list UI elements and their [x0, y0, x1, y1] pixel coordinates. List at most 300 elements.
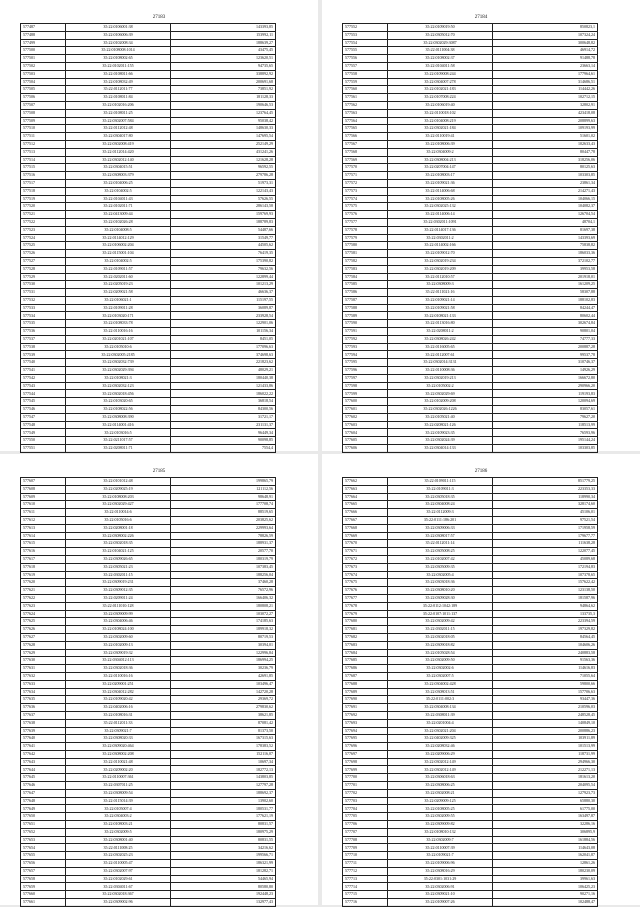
cadastral-number-cell: 35:22:0113016:80 [388, 320, 493, 328]
cadastral-number-cell: 35:22:0302025:23 [66, 852, 171, 860]
table-row [343, 390, 598, 398]
cadastral-number-cell: 35:22:0302012:149 [388, 766, 493, 774]
cadastral-number-cell: 35:22:0302009:50 [388, 657, 493, 665]
row-id-cell: 577577 [343, 218, 388, 226]
row-id-cell: 577561 [343, 94, 388, 102]
cadastral-number-cell: 35:22:0302029:3087 [388, 39, 493, 47]
cadastral-number-cell: 35:22:0109011:28 [66, 304, 171, 312]
value-cell: 180319,79 [171, 555, 276, 563]
row-id-cell: 577668 [343, 524, 388, 532]
table-row [21, 413, 276, 421]
value-cell: 78826,59 [171, 532, 276, 540]
row-id-cell: 577503 [21, 70, 66, 78]
table-row [343, 62, 598, 70]
table-row [343, 626, 598, 634]
cadastral-number-cell: 35:22:0114017:136 [388, 226, 493, 234]
cadastral-number-cell: 35:22:0305021:23 [66, 563, 171, 571]
page-number: 27184 [474, 15, 488, 20]
table-row [21, 641, 276, 649]
row-id-cell: 577678 [343, 602, 388, 610]
value-cell: 118513,99 [493, 421, 598, 429]
row-id-cell: 577582 [343, 257, 388, 265]
table-row [21, 750, 276, 758]
row-id-cell: 577708 [343, 836, 388, 844]
row-id-cell: 577618 [21, 563, 66, 571]
row-id-cell: 577631 [21, 665, 66, 673]
value-cell: 192448,23 [171, 891, 276, 899]
cadastral-number-cell: 35:22:0109011:57 [66, 265, 171, 273]
cadastral-number-cell: 35:22:0111:002:3 [388, 696, 493, 704]
row-id-cell: 577695 [343, 735, 388, 743]
row-id-cell: 577552 [343, 24, 388, 32]
value-cell: 54487,66 [171, 226, 276, 234]
cadastral-number-cell: 35:22:0110007:361 [66, 774, 171, 782]
value-cell: 79632,56 [171, 265, 276, 273]
table-row [21, 672, 276, 680]
cadastral-number-cell: 35:22:0302032:739 [66, 359, 171, 367]
cadastral-number-cell: 35:22:0108008:203 [66, 493, 171, 501]
cadastral-number-cell: 35:22:0105007:4 [66, 805, 171, 813]
value-cell: 109193,99 [493, 125, 598, 133]
table-row [343, 94, 598, 102]
cadastral-number-cell: 35:22:0303018:36 [388, 579, 493, 587]
cadastral-number-cell: 35:22:0116005:65 [388, 343, 493, 351]
table-row [343, 501, 598, 509]
value-cell: 48029,21 [171, 367, 276, 375]
row-id-cell: 577647 [21, 789, 66, 797]
table-row [343, 485, 598, 493]
table-row [343, 657, 598, 665]
value-cell: 231131,37 [171, 421, 276, 429]
row-id-cell: 577626 [21, 626, 66, 634]
table-row [21, 179, 276, 187]
row-id-cell: 577606 [343, 445, 388, 453]
cadastral-number-cell: 35:22:0110014:6 [66, 509, 171, 517]
table-row [343, 587, 598, 595]
row-id-cell: 577560 [343, 86, 388, 94]
table-row [21, 782, 276, 790]
table-row [343, 250, 598, 258]
cadastral-number-cell: 35:22:0105016:6 [66, 516, 171, 524]
row-id-cell: 577696 [343, 743, 388, 751]
page-number: 27183 [152, 15, 166, 20]
table-row [343, 328, 598, 336]
row-id-cell: 577594 [343, 351, 388, 359]
value-cell: 152116,07 [171, 750, 276, 758]
row-id-cell: 577653 [21, 836, 66, 844]
value-cell: 84564,45 [493, 633, 598, 641]
value-cell: 102633,43 [493, 140, 598, 148]
value-cell: 423418,08 [493, 109, 598, 117]
value-cell: 121433,86 [171, 382, 276, 390]
row-id-cell: 577640 [21, 735, 66, 743]
table-row [21, 821, 276, 829]
table-row [21, 445, 276, 453]
cadastral-number-cell: 35:22:0302021:204 [388, 727, 493, 735]
table-row [343, 602, 598, 610]
table-row [21, 516, 276, 524]
value-cell: 101156,34 [171, 328, 276, 336]
cadastral-number-cell: 35:22:0105002:2 [388, 382, 493, 390]
row-id-cell: 577501 [21, 55, 66, 63]
row-id-cell: 577547 [21, 413, 66, 421]
cadastral-number-cell: 35:22:0108002:37 [388, 55, 493, 63]
table-row [343, 571, 598, 579]
row-id-cell: 577584 [343, 273, 388, 281]
table-row [21, 727, 276, 735]
row-id-cell: 577687 [343, 672, 388, 680]
cadastral-number-cell: 35:22:0304017:80 [66, 133, 171, 141]
table-row [21, 273, 276, 281]
table-row [21, 101, 276, 109]
row-id-cell: 577565 [343, 125, 388, 133]
row-id-cell: 577677 [343, 594, 388, 602]
cadastral-number-cell: 35:22:0111:186:201 [388, 516, 493, 524]
value-cell: 122143,43 [171, 187, 276, 195]
row-id-cell: 577571 [343, 172, 388, 180]
table-row [343, 406, 598, 414]
value-cell: 121628,28 [171, 156, 276, 164]
value-cell: 142720,28 [171, 688, 276, 696]
row-id-cell: 577541 [21, 367, 66, 375]
value-cell: 76572,96 [171, 587, 276, 595]
cadastral-number-cell: 35:22:0108003:17 [388, 172, 493, 180]
cadastral-number-cell: 35:22:0302008:419 [66, 140, 171, 148]
table-row [343, 31, 598, 39]
table-row [343, 649, 598, 657]
value-cell: 127923,73 [493, 789, 598, 797]
cadastral-number-cell: 35:22:0302012:140 [66, 156, 171, 164]
table-row [343, 610, 598, 618]
value-cell: 106425,23 [493, 883, 598, 891]
table-row [21, 390, 276, 398]
table-row [343, 78, 598, 86]
cadastral-number-cell: 35:22:0209006:29 [388, 750, 493, 758]
row-id-cell: 577566 [343, 133, 388, 141]
value-cell: 431241,26 [171, 148, 276, 156]
cadastral-number-cell: 35:22:0101012:48 [66, 478, 171, 486]
cadastral-number-cell: 35:22:0309018:82 [388, 641, 493, 649]
row-id-cell: 577520 [21, 203, 66, 211]
cadastral-number-cell: 35:22:0302011:1091 [388, 218, 493, 226]
table-row [21, 555, 276, 563]
row-id-cell: 577700 [343, 774, 388, 782]
table-row [343, 766, 598, 774]
cadastral-number-cell: 35:22:0304007:278 [388, 78, 493, 86]
table-row [343, 579, 598, 587]
table-row [21, 242, 276, 250]
cadastral-number-cell: 35:22:0304015:51 [66, 164, 171, 172]
cadastral-number-cell: 35:22:0302029:69 [388, 390, 493, 398]
cadastral-number-cell: 35:22:0302006:91 [388, 883, 493, 891]
table-row [21, 524, 276, 532]
row-id-cell: 577607 [21, 478, 66, 486]
row-id-cell: 577633 [21, 680, 66, 688]
table-row [21, 719, 276, 727]
cadastral-number-cell: 35:22:0301:1031:29 [388, 875, 493, 883]
table-row [21, 140, 276, 148]
cadastral-number-cell: 35:22:0302012:149 [388, 758, 493, 766]
table-row [343, 555, 598, 563]
value-cell: 80719,53 [171, 633, 276, 641]
value-cell: 95038,42 [171, 117, 276, 125]
cadastral-number-cell: 35:22:0302009:42 [388, 618, 493, 626]
row-id-cell: 577644 [21, 766, 66, 774]
cadastral-number-cell: 35:22:0104008:5 [66, 226, 171, 234]
table-row [21, 485, 276, 493]
cadastral-number-cell: 35:22:0109012:70 [388, 250, 493, 258]
row-id-cell: 577654 [21, 844, 66, 852]
value-cell: 43475,45 [171, 47, 276, 55]
value-cell: 84244,47 [493, 304, 598, 312]
table-row [21, 626, 276, 634]
cadastral-number-cell: 35:22:0208001:18 [66, 524, 171, 532]
cadastral-number-cell: 35:22:0302018:367 [66, 891, 171, 899]
table-row [343, 696, 598, 704]
value-cell: 59800,66 [493, 680, 598, 688]
cadastral-number-cell: 35:22:0102026:28 [66, 218, 171, 226]
value-cell: 114616,83 [493, 665, 598, 673]
row-id-cell: 577671 [343, 548, 388, 556]
value-cell: 148630,33 [171, 125, 276, 133]
value-cell: 214271,43 [493, 187, 598, 195]
cadastral-table [342, 477, 598, 907]
table-row [21, 836, 276, 844]
table-row [21, 195, 276, 203]
table-row [21, 47, 276, 55]
value-cell: 310746,37 [493, 359, 598, 367]
table-row [21, 320, 276, 328]
value-cell: 123620,51 [171, 55, 276, 63]
cadastral-number-cell: 35:22:0208011:71 [66, 445, 171, 453]
row-id-cell: 577637 [21, 711, 66, 719]
table-row [343, 242, 598, 250]
cadastral-number-cell: 35:22:0302019:213 [388, 374, 493, 382]
table-row [21, 335, 276, 343]
value-cell: 88519,65 [171, 509, 276, 517]
row-id-cell: 577548 [21, 421, 66, 429]
cadastral-number-cell: 35:22:0111004:38 [388, 47, 493, 55]
table-row [21, 875, 276, 883]
table-row [343, 750, 598, 758]
cadastral-number-cell: 35:22:0413009:44 [66, 211, 171, 219]
value-cell: 20577,70 [171, 548, 276, 556]
table-row [343, 437, 598, 445]
table-row [21, 633, 276, 641]
cadastral-number-cell: 35:22:0302025:132 [388, 203, 493, 211]
value-cell: 279830,62 [171, 704, 276, 712]
table-row [343, 320, 598, 328]
value-cell: 7554,4 [171, 445, 276, 453]
cadastral-number-cell: 35:22:0102029:61 [66, 875, 171, 883]
row-id-cell: 577512 [21, 140, 66, 148]
row-id-cell: 577533 [21, 304, 66, 312]
table-row [343, 665, 598, 673]
row-id-cell: 577488 [21, 31, 66, 39]
cadastral-number-cell: 35:22:0309019:32 [66, 649, 171, 657]
table-row [21, 844, 276, 852]
value-cell: 83057,61 [493, 406, 598, 414]
cadastral-number-cell: 35:22:0105021:40 [388, 413, 493, 421]
value-cell: 45089,68 [493, 555, 598, 563]
cadastral-number-cell: 35:22:0209021:58 [66, 289, 171, 297]
table-row [343, 257, 598, 265]
table-row [21, 587, 276, 595]
cadastral-number-cell: 35:22:0109021:58 [388, 304, 493, 312]
value-cell: 91563,36 [493, 657, 598, 665]
row-id-cell: 577635 [21, 696, 66, 704]
cadastral-number-cell: 35:22:0308004:213 [388, 156, 493, 164]
table-row [21, 226, 276, 234]
cadastral-number-cell: 35:22:0302018:05 [388, 633, 493, 641]
value-cell: 103072,27 [171, 610, 276, 618]
cadastral-table [20, 477, 276, 907]
cadastral-number-cell: 35:22:0114006:14 [388, 211, 493, 219]
table-row [21, 429, 276, 437]
table-row [21, 711, 276, 719]
cadastral-number-cell: 35:22:0106002:204 [66, 242, 171, 250]
cadastral-number-cell: 35:22:0208032:46 [388, 743, 493, 751]
row-id-cell: 577658 [21, 875, 66, 883]
table-row [21, 610, 276, 618]
row-id-cell: 577621 [21, 587, 66, 595]
value-cell: 178383,52 [171, 743, 276, 751]
row-id-cell: 577522 [21, 218, 66, 226]
table-row [343, 836, 598, 844]
value-cell: 104082,37 [493, 203, 598, 211]
value-cell: 90801,04 [493, 328, 598, 336]
value-cell: 102488,47 [493, 899, 598, 907]
cadastral-number-cell: 35:22:0302018:35 [66, 540, 171, 548]
cadastral-number-cell: 35:22:0104011:43 [66, 195, 171, 203]
value-cell: 93447,36 [493, 696, 598, 704]
cadastral-number-cell: 35:22:0302011:15 [66, 571, 171, 579]
row-id-cell: 577596 [343, 367, 388, 375]
cadastral-number-cell: 35:22:0309006:33 [388, 524, 493, 532]
table-row [21, 649, 276, 657]
row-id-cell: 577602 [343, 413, 388, 421]
table-row [21, 696, 276, 704]
value-cell: 81697,38 [493, 226, 598, 234]
cadastral-number-cell: 35:22:0114002:166 [388, 242, 493, 250]
row-id-cell: 577580 [343, 242, 388, 250]
row-id-cell: 577704 [343, 805, 388, 813]
row-id-cell: 577543 [21, 382, 66, 390]
cadastral-number-cell: 35:22:0302032:123 [66, 382, 171, 390]
cadastral-number-cell: 35:22:0108033:78 [66, 320, 171, 328]
cadastral-number-cell: 35:22:0302002:6 [388, 665, 493, 673]
table-row [21, 187, 276, 195]
cadastral-number-cell: 35:22:0109020:42 [66, 696, 171, 704]
row-id-cell: 577686 [343, 665, 388, 673]
cadastral-number-cell: 35:22:0109021:14 [388, 296, 493, 304]
cadastral-number-cell: 35:22:0302014:3131 [388, 359, 493, 367]
value-cell: 143803,85 [171, 774, 276, 782]
table-row [21, 312, 276, 320]
value-cell: 314686,51 [493, 78, 598, 86]
cadastral-number-cell: 35:22:0302011:2 [388, 234, 493, 242]
value-cell: 65880,30 [493, 797, 598, 805]
value-cell: 223394,59 [493, 618, 598, 626]
value-cell: 172194,83 [493, 563, 598, 571]
value-cell: 157706,63 [493, 688, 598, 696]
row-id-cell: 577648 [21, 797, 66, 805]
cadastral-number-cell: 35:22:0309028:30 [388, 594, 493, 602]
cadastral-number-cell: 35:22:0106001:38 [66, 24, 171, 32]
value-cell: 94864,62 [493, 602, 598, 610]
row-id-cell: 577673 [343, 563, 388, 571]
value-cell: 75838,82 [493, 242, 598, 250]
cadastral-number-cell: 35:22:0110005:47 [66, 860, 171, 868]
value-cell: 90098,85 [171, 437, 276, 445]
row-id-cell: 577601 [343, 406, 388, 414]
row-id-cell: 577536 [21, 328, 66, 336]
table-row [343, 164, 598, 172]
row-id-cell: 577515 [21, 164, 66, 172]
table-row [21, 94, 276, 102]
value-cell: 84300,56 [171, 406, 276, 414]
table-row [21, 743, 276, 751]
table-row [21, 382, 276, 390]
cadastral-number-cell: 35:22:0110007:39 [388, 844, 493, 852]
value-cell: 80602,44 [493, 312, 598, 320]
value-cell: 180230,09 [493, 867, 598, 875]
table-row [343, 516, 598, 524]
cadastral-number-cell: 35:22:0308010:20 [388, 587, 493, 595]
row-id-cell: 577568 [343, 148, 388, 156]
row-id-cell: 577707 [343, 828, 388, 836]
cadastral-number-cell: 35:22:0112014:420 [66, 148, 171, 156]
table-row [21, 39, 276, 47]
value-cell: 188931,37 [171, 540, 276, 548]
row-id-cell: 577519 [21, 195, 66, 203]
value-cell: 36818,54 [171, 398, 276, 406]
table-row [21, 828, 276, 836]
row-id-cell: 577581 [343, 250, 388, 258]
cadastral-number-cell: 35:22:0108011:25 [66, 109, 171, 117]
value-cell: 177964,61 [493, 70, 598, 78]
document-page-3 [0, 454, 318, 905]
row-id-cell: 577576 [343, 211, 388, 219]
cadastral-number-cell: 35:22:0302019:234 [388, 257, 493, 265]
table-row [343, 445, 598, 453]
table-row [343, 226, 598, 234]
row-id-cell: 577623 [21, 602, 66, 610]
cadastral-number-cell: 35:22:0112011:14 [388, 540, 493, 548]
row-id-cell: 577716 [343, 899, 388, 907]
row-id-cell: 577622 [21, 594, 66, 602]
cadastral-number-cell: 35:22:0305008:25 [388, 548, 493, 556]
cadastral-number-cell: 35:22:0302011:15 [388, 626, 493, 634]
table-row [343, 351, 598, 359]
row-id-cell: 577632 [21, 672, 66, 680]
cadastral-number-cell: 35:22:0308001:40 [66, 836, 171, 844]
value-cell: 121112,56 [171, 485, 276, 493]
row-id-cell: 577612 [21, 516, 66, 524]
value-cell: 71055,64 [493, 672, 598, 680]
row-id-cell: 577595 [343, 359, 388, 367]
table-row [343, 727, 598, 735]
row-id-cell: 577550 [21, 437, 66, 445]
table-row [343, 758, 598, 766]
cadastral-number-cell: 35:22:0110008:36 [388, 367, 493, 375]
cadastral-number-cell: 35:22:0112:1042:189 [388, 602, 493, 610]
table-row [21, 657, 276, 665]
table-row [343, 234, 598, 242]
table-row [21, 133, 276, 141]
row-id-cell: 577684 [343, 649, 388, 657]
cadastral-number-cell: 35:22:0201004:4 [388, 719, 493, 727]
